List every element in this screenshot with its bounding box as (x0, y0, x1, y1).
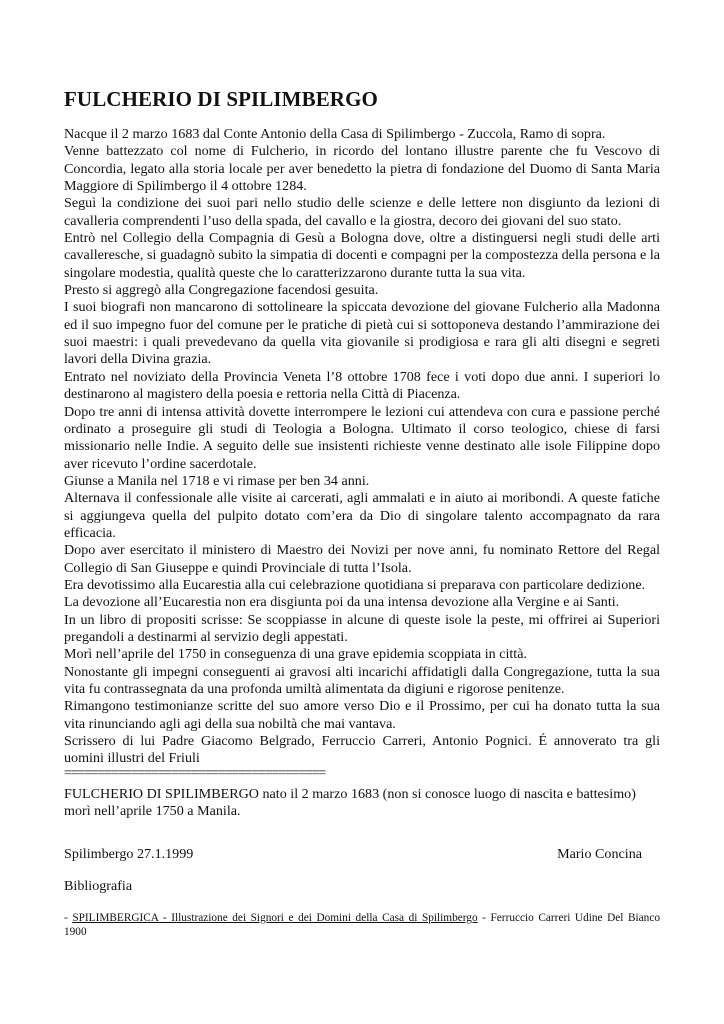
paragraph: I suoi biografi non mancarono di sottolineare la spiccata devozione del giovane Fulcherio alla Madonna ed il suo impegno fuor del comune per le pratiche di pietà cui si sottoponeva destando l’ammirazione dei suoi maestri: i quali prevedevano da quella vita giovanile si prodigiosa e rara gli alti disegni e segreti lavori della Divina grazia. (64, 299, 660, 368)
paragraph: La devozione all’Eucarestia non era disgiunta poi da una intensa devozione alla Vergine e ai Santi. (64, 594, 620, 611)
paragraph: Dopo tre anni di intensa attività dovette interrompere le lezioni cui attendeva con cura e passione perché ordinato a proseguire gli studi di Teologia a Bologna. Ultimato il corso teologico, chiese di farsi missionario nelle Indie. A seguito delle sue insistenti richieste venne destinato alle isole Filippine dopo aver ricevuto l’ordine sacerdotale. (64, 403, 660, 472)
paragraph: Dopo aver esercitato il ministero di Maestro dei Novizi per nove anni, fu nominato Rettore del Regal Collegio di San Giuseppe e quindi Provinciale di tutta l’Isola. (64, 542, 660, 576)
summary-line: FULCHERIO DI SPILIMBERGO nato il 2 marzo 1683 (non si conosce luogo di nascita e battesimo) (64, 785, 636, 802)
bibliography-details: - Ferruccio Carreri Udine Del Bianco 1900 (64, 912, 660, 939)
separator-line: ======================================= (64, 767, 326, 780)
paragraph: Entrò nel Collegio della Compagnia di Gesù a Bologna dove, oltre a distinguersi negli studi delle arti cavalleresche, si guadagnò subito la simpatia di docenti e compagni per la compostezza della persona e la singolare modestia, qualità queste che lo caratterizzarono durante tutta la sua vita. (64, 230, 660, 281)
signature-line (64, 846, 660, 863)
bibliography-heading: Bibliografia (64, 877, 133, 894)
paragraph: Venne battezzato col nome di Fulcherio, in ricordo del lontano illustre parente che fu Vescovo di Concordia, legato alla storia locale per aver benedetto la pietra di fondazione del Duomo di Santa Maria Maggiore di Spilimbergo il 4 ottobre 1284. (64, 143, 660, 195)
paragraph: Morì nell’aprile del 1750 in conseguenza di una grave epidemia scoppiata in città. (64, 646, 527, 663)
document-page (64, 86, 660, 939)
paragraph: Scrissero di lui Padre Giacomo Belgrado, Ferruccio Carreri, Antonio Pognici. É annoverato tra gli uomini illustri del Friuli (64, 733, 660, 767)
paragraph: Alternava il confessionale alle visite ai carcerati, agli ammalati e in aiuto ai moribondi. A queste fatiche si aggiungeva quella del pulpito dotato com’era da Dio di singolare talento accompagnato da rara efficacia. (64, 490, 660, 541)
paragraph: Nacque il 2 marzo 1683 dal Conte Antonio della Casa di Spilimbergo - Zuccola, Ramo di sopra. (64, 126, 606, 142)
paragraph: Giunse a Manila nel 1718 e vi rimase per ben 34 anni. (64, 472, 370, 489)
paragraph: Nonostante gli impegni conseguenti ai gravosi alti incarichi affidatigli dalla Congregazione, tutta la sua vita fu contrassegnata da una profonda umiltà alimentata da digiuni e rigorose penitenze. (64, 663, 660, 697)
author-name: Mario Concina (557, 846, 642, 863)
biography-body (64, 126, 660, 768)
paragraph: Era devotissimo alla Eucarestia alla cui celebrazione quotidiana si preparava con particolare dedizione. (64, 576, 646, 593)
bibliography-entry (64, 911, 660, 939)
bibliography-prefix: - (64, 912, 73, 925)
bibliography-source-title: SPILIMBERGICA - Illustrazione dei Signori e dei Domini della Casa di Spilimbergo (72, 912, 478, 925)
paragraph: Presto si aggregò alla Congregazione facendosi gesuita. (64, 282, 379, 299)
summary-line: morì nell’aprile 1750 a Manila. (64, 803, 241, 820)
paragraph: Seguì la condizione dei suoi pari nello studio delle scienze e delle lettere non disgiunto da lezioni di cavalleria comprendenti l’uso della spada, del cavallo e la giostra, decoro dei giovani del suo stato. (64, 195, 660, 229)
place-date: Spilimbergo 27.1.1999 (64, 846, 194, 863)
paragraph: Rimangono testimonianze scritte del suo amore verso Dio e il Prossimo, per cui ha donato tutta la sua vita rinunciando agli agi della sua nobiltà che mai vantava. (64, 698, 660, 732)
document-title: FULCHERIO DI SPILIMBERGO (64, 87, 378, 111)
summary-block (64, 786, 660, 821)
paragraph: Entrato nel noviziato della Provincia Veneta l’8 ottobre 1708 fece i voti dopo due anni. I superiori lo destinarono al magistero della poesia e rettoria nella Città di Piacenza. (64, 368, 660, 403)
paragraph: In un libro di propositi scrisse: Se scoppiasse in alcune di queste isole la peste, mi offrirei ai Superiori pregandoli a destinarmi al servizio degli appestati. (64, 611, 660, 645)
